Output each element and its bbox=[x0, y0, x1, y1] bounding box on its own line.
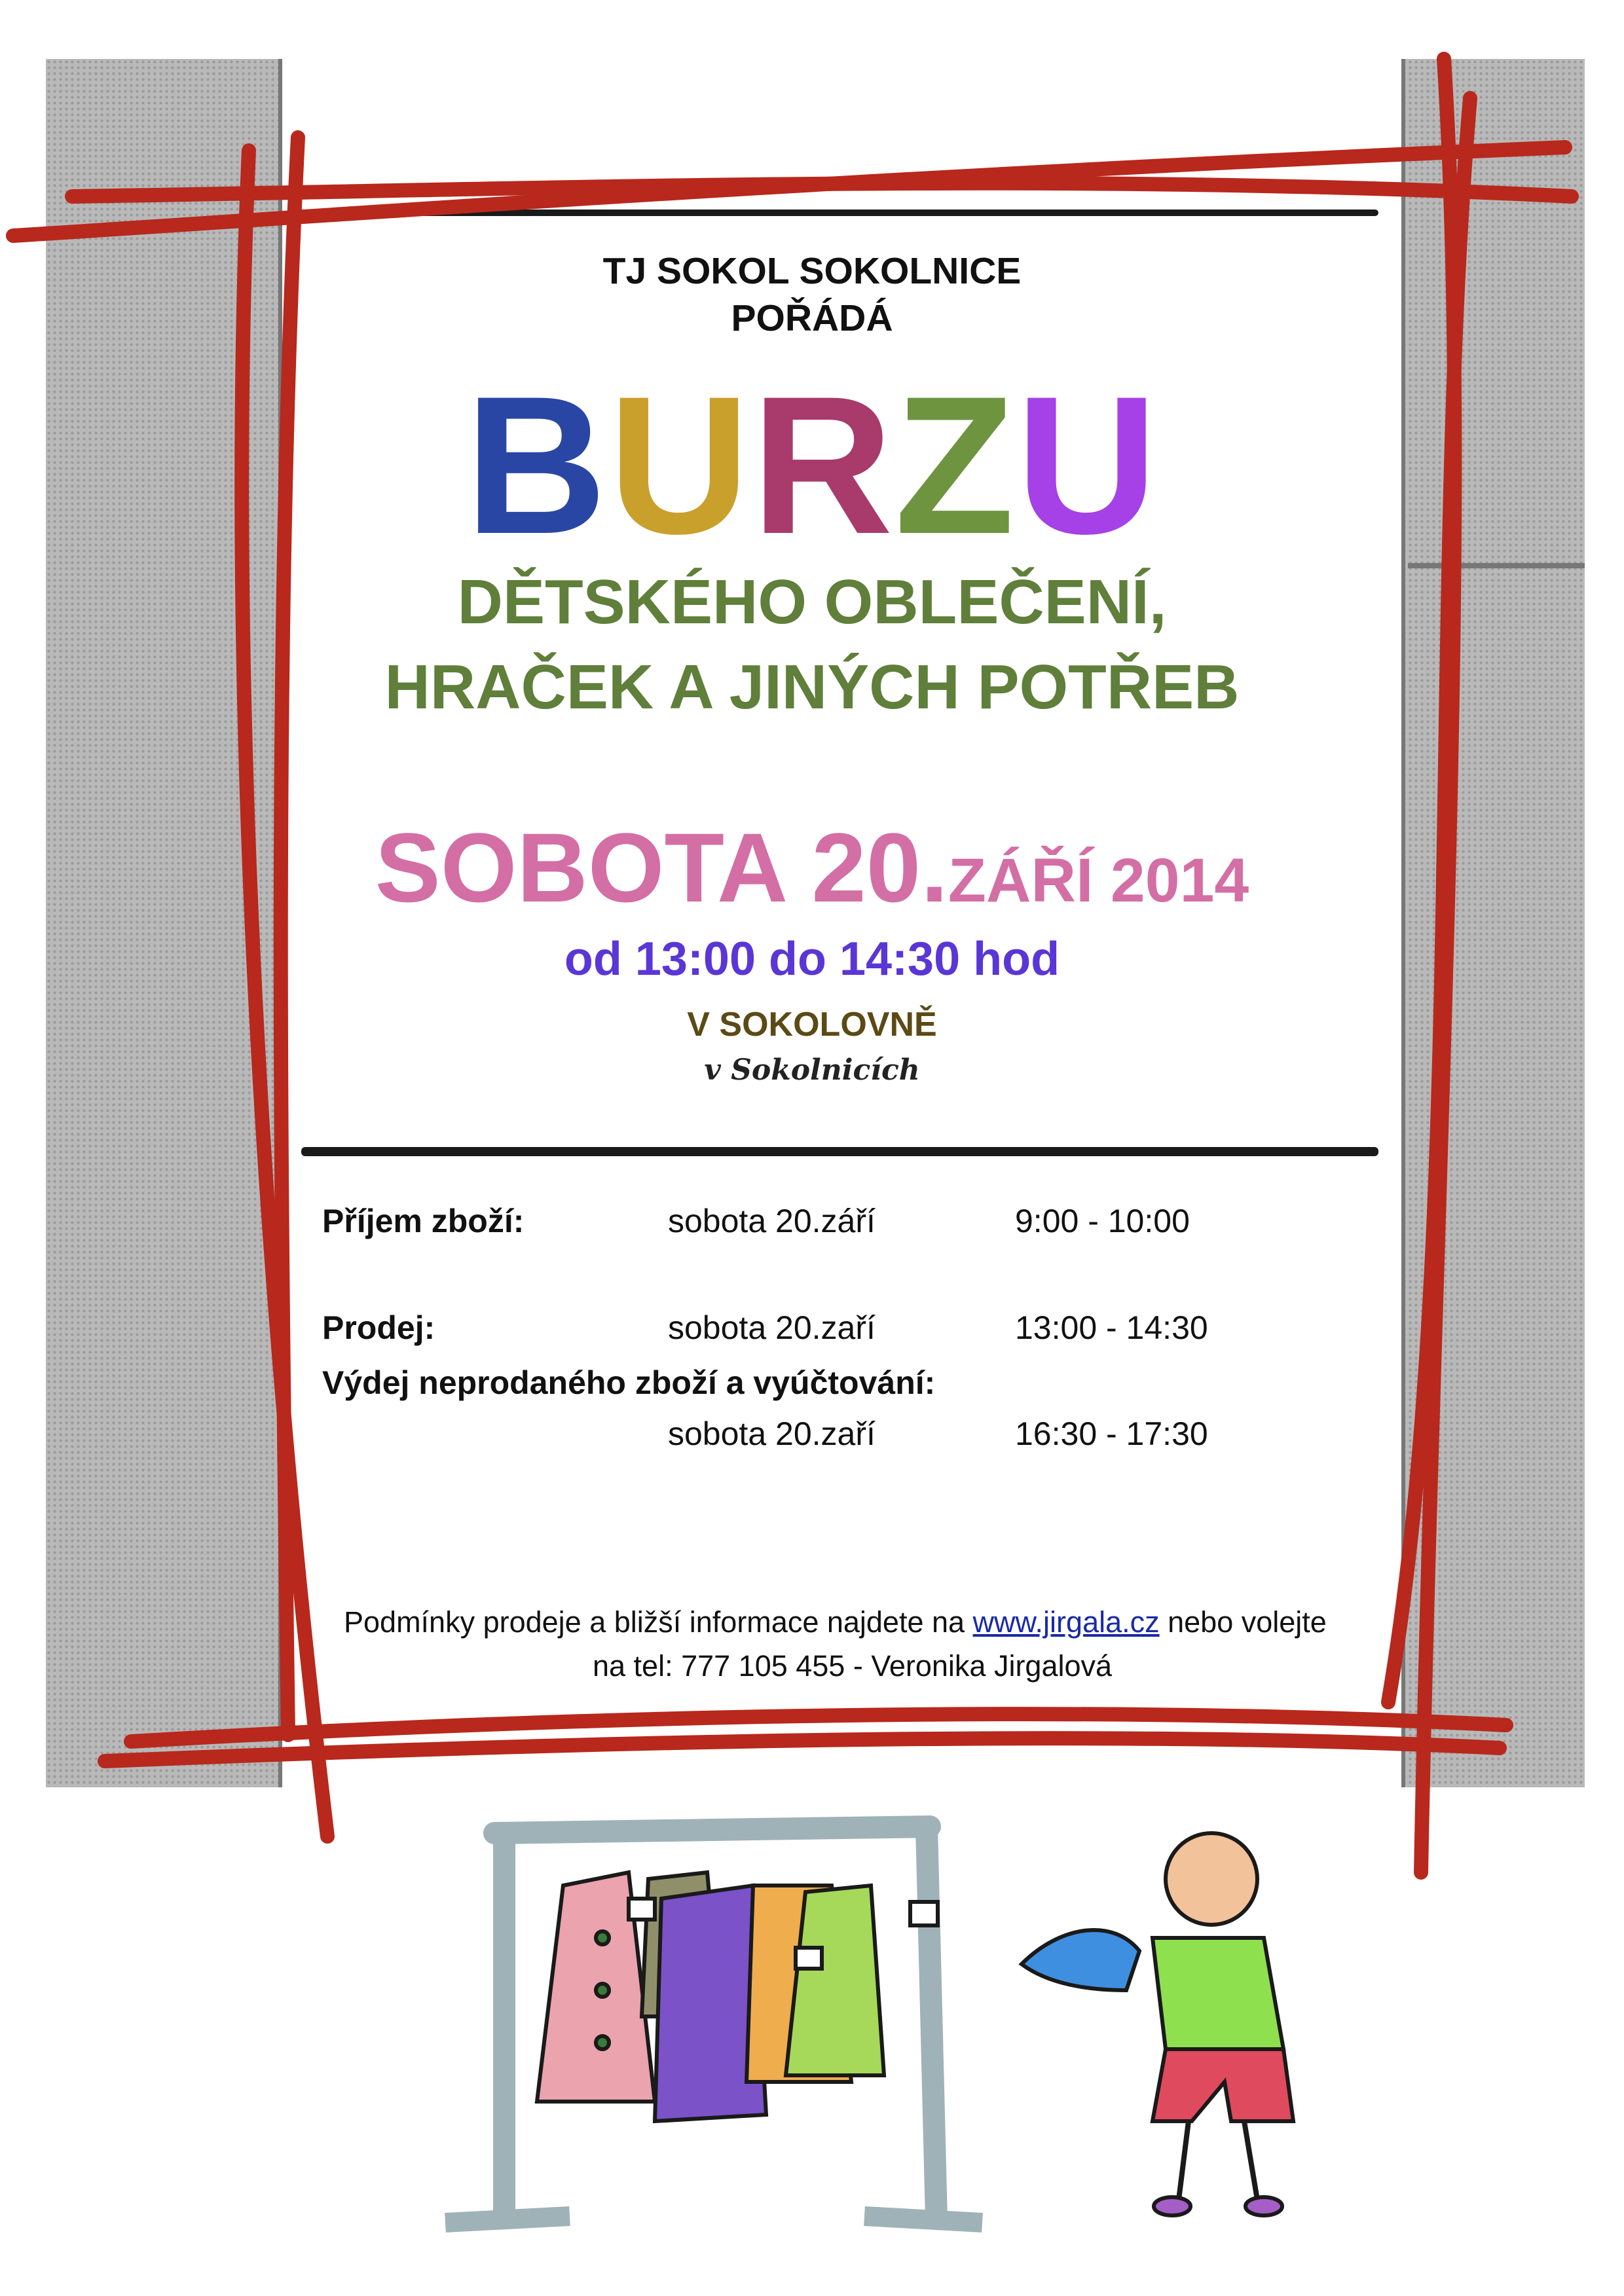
title-letter: U bbox=[608, 355, 752, 575]
subtitle-line: HRAČEK A JINÝCH POTŘEB bbox=[384, 652, 1240, 722]
title-letter: R bbox=[751, 355, 895, 575]
schedule-label: Prodej: bbox=[322, 1309, 435, 1346]
organizer-name: TJ SOKOL SOKOLNICE bbox=[602, 250, 1022, 292]
website-link[interactable]: www.jirgala.cz bbox=[972, 1605, 1160, 1639]
schedule-day: sobota 20.září bbox=[668, 1203, 876, 1239]
schedule-label: Příjem zboží: bbox=[322, 1203, 525, 1239]
subtitle-line: DĚTSKÉHO OBLEČENÍ, bbox=[457, 567, 1167, 637]
subtitle bbox=[0, 560, 1624, 730]
middle-divider bbox=[301, 1147, 1378, 1156]
event-date-rest: ZÁŘÍ 2014 bbox=[948, 846, 1249, 915]
schedule-label: Výdej neprodaného zboží a vyúčtování: bbox=[322, 1364, 936, 1401]
event-time: od 13:00 do 14:30 hod bbox=[564, 933, 1060, 985]
info-phone: na tel: 777 105 455 - Veronika Jirgalová bbox=[593, 1649, 1113, 1683]
top-divider bbox=[291, 210, 1378, 216]
event-venue: V SOKOLOVNĚ bbox=[687, 1006, 937, 1044]
title-letter: U bbox=[1016, 355, 1159, 575]
info-line bbox=[344, 1603, 1327, 1642]
organizer-heading bbox=[0, 247, 1624, 342]
organizer-presents: POŘÁDÁ bbox=[731, 297, 893, 339]
info-text: nebo volejte bbox=[1159, 1605, 1327, 1639]
schedule-day: sobota 20.zaří bbox=[668, 1309, 876, 1346]
event-town: v Sokolnicích bbox=[704, 1053, 920, 1087]
title-letter: B bbox=[465, 355, 608, 575]
event-date-main: SOBOTA 20. bbox=[375, 812, 948, 922]
clothes-rack-illustration bbox=[0, 1768, 1624, 2296]
schedule-day: sobota 20.zaří bbox=[668, 1415, 876, 1452]
child-figure bbox=[1022, 1833, 1293, 2215]
event-date bbox=[0, 812, 1624, 948]
schedule-time: 16:30 - 17:30 bbox=[1015, 1415, 1208, 1452]
schedule-time: 13:00 - 14:30 bbox=[1015, 1309, 1208, 1346]
schedule-time: 9:00 - 10:00 bbox=[1015, 1203, 1190, 1239]
title-letter: Z bbox=[895, 355, 1016, 575]
title-burzu bbox=[0, 355, 1624, 575]
info-text: Podmínky prodeje a bližší informace najdete na bbox=[344, 1605, 973, 1639]
hanging-clothes bbox=[537, 1872, 938, 2121]
